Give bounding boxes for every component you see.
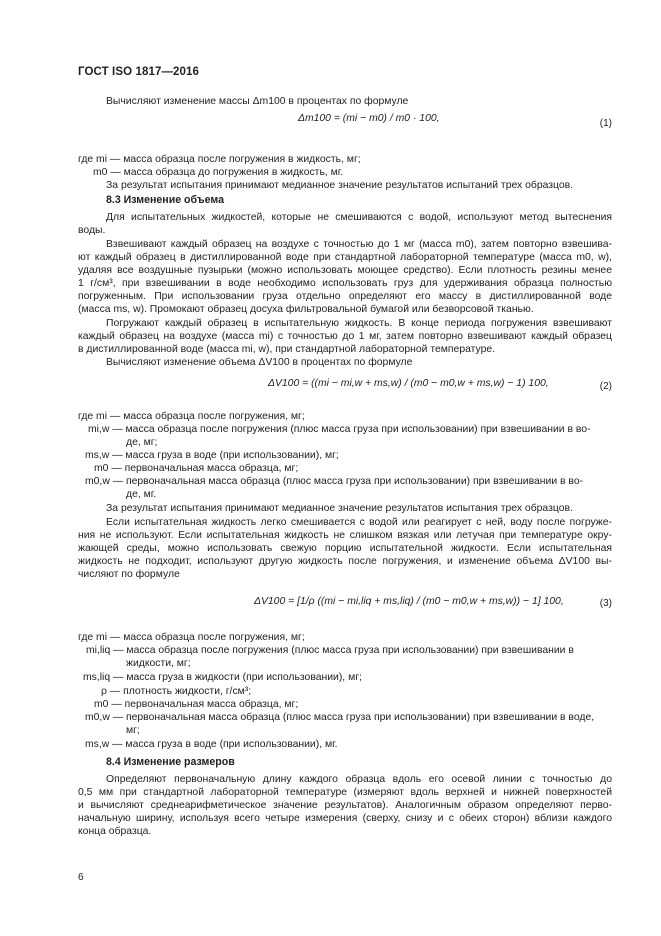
def2-symbol: ms,w — bbox=[85, 450, 123, 461]
def3-text: масса груза в жидкости (при использовании), мг; bbox=[126, 672, 362, 683]
def3-text: масса образца после погружения, мг; bbox=[123, 632, 305, 643]
p2-line: погруженным. При использовании груза отдельно определяют его массу в дистиллированной воде bbox=[78, 291, 612, 302]
equation-number-2: (2) bbox=[599, 381, 612, 392]
section-heading-8-3: 8.3 Изменение объема bbox=[106, 194, 224, 206]
mass-result-text: За результат испытания принимают медианное значение результатов испытаний трех образцов. bbox=[106, 180, 574, 191]
formula-3 bbox=[254, 596, 564, 607]
p1-line: воды. bbox=[78, 225, 106, 236]
def3-text: масса груза в воде (при использовании), мг. bbox=[125, 739, 338, 750]
def2-symbol: где mi — bbox=[78, 411, 121, 422]
def1-symbol: m0 — bbox=[93, 167, 121, 178]
def3-row bbox=[83, 671, 617, 684]
def1-row-1 bbox=[78, 153, 612, 166]
def3-row bbox=[85, 711, 612, 724]
mass-change-intro: Вычисляют изменение массы Δm100 в процентах по формуле bbox=[106, 96, 409, 107]
def2-row bbox=[78, 410, 612, 423]
p84-line: и вычисляют среднеарифметическое значение результатов). Аналогичным образом определяют перво- bbox=[78, 800, 612, 811]
def3-symbol: mi,liq — bbox=[86, 645, 124, 656]
p84-line: начальную ширину, используя всего четыре измерения (сверху, снизу и с обеих сторон) вблизи каждого bbox=[78, 813, 612, 824]
equation-number-1: (1) bbox=[599, 118, 612, 129]
def3-symbol: ms,liq — bbox=[83, 672, 124, 683]
def2-row bbox=[85, 475, 612, 488]
def3-row bbox=[101, 685, 635, 698]
p6-line: ния не используют. Если испытательная жидкость не слишком вязкая или летучая при температуре окру- bbox=[78, 530, 612, 541]
def3-symbol: ρ — bbox=[101, 686, 121, 697]
def3-text: первоначальная масса образца, мг; bbox=[124, 699, 299, 710]
def3-row bbox=[86, 644, 612, 657]
p84-line: конца образца. bbox=[78, 826, 152, 837]
def3-row: мг; bbox=[126, 725, 140, 736]
p3-line: каждый образец на воздухе (масса mi) с точностью до 1 мг, затем повторно взвешивают каждый образец bbox=[78, 331, 612, 342]
def3-row bbox=[85, 738, 619, 751]
def1-row-2 bbox=[93, 166, 627, 179]
def3-text: плотность жидкости, г/см³; bbox=[123, 686, 252, 697]
def2-text: первоначальная масса образца (плюс масса груза при использовании) при взвешивании в во- bbox=[126, 476, 584, 487]
def3-row bbox=[94, 698, 628, 711]
p6-line: числяют по формуле bbox=[78, 569, 180, 580]
p2-line: 1 г/см³, при взвешивании в воде необходимо использовать груз для удерживания образца полностью bbox=[78, 278, 612, 289]
def2-text: масса образца после погружения (плюс масса груза при использовании) при взвешивании в во- bbox=[125, 424, 591, 435]
p3-line: в дистиллированной воде (масса mi, w), при стандартной лабораторной температуре. bbox=[78, 344, 496, 355]
p2-line: ют каждый образец в дистиллированной воде при стандартной лабораторной температуре (масса m0, w), bbox=[78, 252, 612, 263]
p2-line: (масса ms, w). Промокают образец досуха фильтровальной бумагой или безворсовой тканью. bbox=[78, 304, 534, 315]
p84-line: Определяют первоначальную длину каждого образца вдоль его осевой линии с точностью до bbox=[106, 774, 612, 785]
def1-text: масса образца после погружения в жидкость, мг; bbox=[123, 154, 361, 165]
formula-1 bbox=[298, 113, 440, 124]
def2-row bbox=[94, 462, 628, 475]
volume-change-intro: Вычисляют изменение объема ΔV100 в процентах по формуле bbox=[106, 357, 413, 368]
def1-symbol: где mi — bbox=[78, 154, 121, 165]
p6-line: жающей среды, можно использовать свежую порцию испытательной жидкости. Если испытательная bbox=[78, 543, 612, 554]
def2-row: де, мг; bbox=[126, 437, 158, 448]
formula-3-text: ΔV100 = [1/ρ ((mi − mi,liq + ms,liq) / (m0 − m0,w + ms,w)) − 1] 100, bbox=[254, 596, 564, 607]
volume-result-text: За результат испытания принимают медианное значение результатов испытания трех образцов. bbox=[106, 503, 573, 514]
def2-row bbox=[88, 423, 612, 436]
def3-symbol: где mi — bbox=[78, 632, 121, 643]
p84-line: 0,5 мм при стандартной лабораторной температуре (измеряют вдоль верхней и нижней поверхностей bbox=[78, 787, 612, 798]
def3-text: первоначальная масса образца (плюс масса груза при использовании) при взвешивании в воде, bbox=[126, 712, 595, 723]
p3-line: Погружают каждый образец в испытательную жидкость. В конце периода погружения взвешивают bbox=[106, 318, 612, 329]
def3-row bbox=[78, 631, 612, 644]
p2-line: Взвешивают каждый образец на воздухе с точностью до 1 мг (масса m0), затем повторно взвешива- bbox=[106, 239, 612, 250]
formula-1-text: Δm100 = (mi − m0) / m0 · 100, bbox=[298, 113, 440, 124]
p1-line: Для испытательных жидкостей, которые не смешиваются с водой, используют метод вытеснения bbox=[106, 212, 612, 223]
def3-symbol: m0,w — bbox=[85, 712, 124, 723]
p6-line: Если испытательная жидкость легко смешивается с водой или реагирует с ней, воду после погруже- bbox=[106, 517, 612, 528]
def3-symbol: m0 — bbox=[94, 699, 122, 710]
def3-symbol: ms,w — bbox=[85, 739, 123, 750]
section-heading-8-4: 8.4 Изменение размеров bbox=[106, 756, 235, 768]
def1-text: масса образца до погружения в жидкость, мг. bbox=[123, 167, 344, 178]
def2-symbol: mi,w — bbox=[88, 424, 123, 435]
def3-row: жидкости, мг; bbox=[126, 658, 191, 669]
def2-text: масса образца после погружения, мг; bbox=[123, 411, 305, 422]
formula-2-text: ΔV100 = ((mi − mi,w + ms,w) / (m0 − m0,w + ms,w) − 1) 100, bbox=[268, 378, 549, 389]
def2-symbol: m0 — bbox=[94, 463, 122, 474]
def2-row bbox=[85, 449, 619, 462]
def2-text: первоначальная масса образца, мг; bbox=[124, 463, 299, 474]
equation-number-3: (3) bbox=[599, 598, 612, 609]
def2-row: де, мг. bbox=[126, 489, 157, 500]
formula-2 bbox=[268, 378, 549, 389]
page-number: 6 bbox=[78, 872, 84, 883]
p2-line: удаляя все воздушные пузырьки (можно использовать моющее средство). Если плотность резины менее bbox=[78, 265, 612, 276]
def2-symbol: m0,w — bbox=[85, 476, 124, 487]
def2-text: масса груза в воде (при использовании), мг; bbox=[125, 450, 339, 461]
p6-line: жидкость не подходит, используют другую жидкость после погружения, и изменение объема ΔV100 вы- bbox=[78, 556, 612, 567]
document-header: ГОСТ ISO 1817—2016 bbox=[78, 66, 200, 78]
def3-text: масса образца после погружения (плюс масса груза при использовании) при взвешивании в bbox=[126, 645, 574, 656]
